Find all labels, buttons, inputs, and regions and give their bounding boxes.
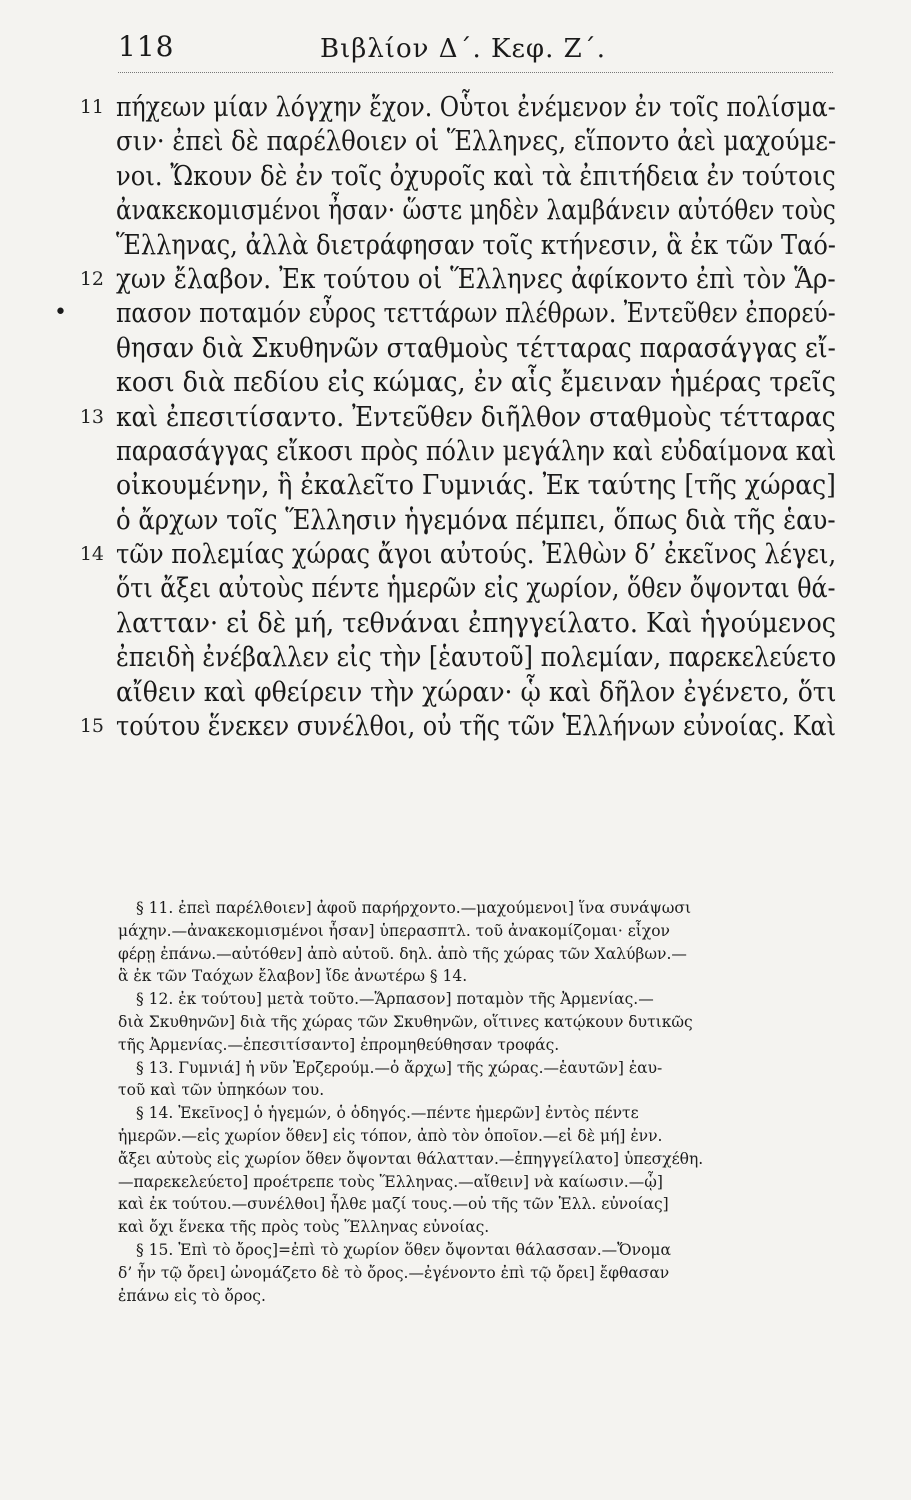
line-text: αἴθειν καὶ φθείρειν τὴν χώραν· ᾧ καὶ δῆλον ἐγένετο, ὅτι [116, 675, 837, 708]
line-text: λατταν· εἰ δὲ μή, τεθνάναι ἐπηγγείλατο. Καὶ ἡγούμενος [116, 606, 837, 639]
header-rule [118, 72, 833, 73]
footnote-line: ἄξει αὐτοὺς εἰς χωρίον ὅθεν ὄψονται θάλατταν.—ἐπηγγείλατο] ὑπεσχέθη. [118, 1149, 704, 1168]
text-line [79, 709, 836, 743]
section-number: 13 [79, 405, 104, 428]
footnote-line: τοῦ καὶ τῶν ὑπηκόων του. [118, 1081, 325, 1100]
line-text: νοι. Ὤκουν δὲ ἐν τοῖς ὀχυροῖς καὶ τὰ ἐπιτήδεια ἐν τούτοις [116, 159, 836, 192]
footnote-line: § 13. Γυμνιά] ἡ νῦν Ἐρζερούμ.—ὁ ἄρχω] τῆς χώρας.—ἑαυτῶν] ἑαυ- [136, 1058, 663, 1077]
text-line [116, 675, 836, 709]
footnote-line: καὶ ἐκ τούτου.—συνέλθοι] ἦλθε μαζί τους.—οὐ τῆς τῶν Ἑλλ. εὐνοίας] [118, 1195, 669, 1214]
text-line [79, 90, 836, 124]
text-line [79, 537, 837, 571]
text-line [54, 296, 836, 330]
section-number: 14 [79, 543, 104, 566]
line-text: σιν· ἐπεὶ δὲ παρέλθοιεν οἱ Ἕλληνες, εἵποντο ἀεὶ μαχούμε- [116, 125, 837, 158]
line-text: ὅτι ἄξει αὐτοὺς πέντε ἡμερῶν εἰς χωρίον, ὅθεν ὄψονται θά- [116, 572, 836, 605]
text-line [116, 159, 836, 193]
footnote-line: —παρεκελεύετο] προέτρεπε τοὺς Ἕλληνας.—αἴθειν] νὰ καίωσιν.—ᾧ] [118, 1172, 663, 1191]
text-line [116, 365, 836, 399]
main-text [54, 90, 837, 743]
line-text: τούτου ἕνεκεν συνέλθοι, οὐ τῆς τῶν Ἑλλήνων εὐνοίας. Καὶ [116, 710, 836, 743]
footnote-line: καὶ ὄχι ἕνεκα τῆς πρὸς τοὺς Ἕλληνας εὐνοίας. [118, 1218, 490, 1237]
line-text: θησαν διὰ Σκυθηνῶν σταθμοὺς τέτταρας παρασάγγας εἴ- [116, 331, 836, 364]
footnote-line: § 14. Ἐκεῖνος] ὁ ἡγεμών, ὁ ὁδηγός.—πέντε ἡμερῶν] ἐντὸς πέντε [136, 1104, 639, 1123]
running-title: Βιβλίον Δ΄. Κεφ. Ζ΄. [320, 34, 606, 64]
text-line [116, 331, 836, 365]
footnote-line: § 11. ἐπεὶ παρέλθοιεν] ἀφοῦ παρήρχοντο.—μαχούμενοι] ἵνα συνάψωσι [136, 899, 692, 917]
text-line [116, 468, 836, 502]
text-line [116, 503, 836, 537]
line-text: κοσι διὰ πεδίου εἰς κώμας, ἐν αἷς ἔμειναν ἡμέρας τρεῖς [116, 366, 836, 399]
footnote-line: § 15. Ἐπὶ τὸ ὄρος]=ἐπὶ τὸ χωρίον ὅθεν ὄψονται θάλασσαν.—Ὄνομα [136, 1240, 671, 1259]
footnote-line: § 12. ἐκ τούτου] μετὰ τοῦτο.—Ἅρπασον] ποταμὸν τῆς Ἀρμενίας.— [136, 990, 654, 1009]
line-text: χων ἔλαβον. Ἐκ τούτου οἱ Ἕλληνες ἀφίκοντο ἐπὶ τὸν Ἅρ- [116, 262, 836, 295]
line-text: πασον ποταμόν εὖρος τεττάρων πλέθρων. Ἐντεῦθεν ἐπορεύ- [116, 297, 836, 330]
footnote-line: φέρῃ ἐπάνω.—αὐτόθεν] ἀπὸ αὐτοῦ. δηλ. ἀπὸ τῆς χώρας τῶν Χαλύβων.— [118, 944, 687, 963]
text-line [116, 228, 836, 262]
line-text: καὶ ἐπεσιτίσαντο. Ἐντεῦθεν διῆλθον σταθμοὺς τέτταρας [116, 400, 836, 433]
text-line [116, 640, 836, 674]
footnote-line: ἐπάνω εἰς τὸ ὄρος. [118, 1286, 266, 1305]
text-line [79, 262, 836, 296]
margin-mark: • [54, 300, 67, 326]
footnote-line: τῆς Ἀρμενίας.—ἐπεσιτίσαντο] ἐπρομηθεύθησαν τροφάς. [118, 1035, 560, 1054]
text-line [116, 193, 836, 227]
line-text: ἐπειδὴ ἐνέβαλλεν εἰς τὴν [ἑαυτοῦ] πολεμίαν, παρεκελεύετο [116, 641, 837, 674]
section-number: 12 [79, 267, 104, 290]
page-number: 118 [118, 30, 175, 63]
text-line [116, 434, 836, 468]
footnote-line: μάχην.—ἀνακεκομισμένοι ἦσαν] ὑπερασπτλ. τοῦ ἀνακομίζομαι· εἶχον [118, 921, 670, 940]
footnote-line: δ’ ἦν τῷ ὄρει] ὠνομάζετο δὲ τὸ ὄρος.—ἐγένοντο ἐπὶ τῷ ὄρει] ἔφθασαν [118, 1263, 670, 1282]
line-text: οἰκουμένην, ἣ ἐκαλεῖτο Γυμνιάς. Ἐκ ταύτης [τῆς χώρας] [116, 469, 836, 502]
text-line [116, 124, 836, 158]
footnote-line: ἃ ἐκ τῶν Ταόχων ἔλαβον] ἴδε ἀνωτέρω § 14. [118, 967, 468, 986]
line-text: ὁ ἄρχων τοῖς Ἕλλησιν ἡγεμόνα πέμπει, ὅπως διὰ τῆς ἑαυ- [116, 503, 836, 536]
footnote-line: διὰ Σκυθηνῶν] διὰ τῆς χώρας τῶν Σκυθηνῶν, οἵτινες κατῴκουν δυτικῶς [118, 1012, 693, 1031]
text-line [116, 606, 836, 640]
footnotes [118, 897, 833, 1307]
page-header [110, 28, 840, 72]
text-line [116, 571, 836, 605]
line-text: παρασάγγας εἴκοσι πρὸς πόλιν μεγάλην καὶ εὐδαίμονα καὶ [116, 434, 837, 467]
section-number: 11 [79, 96, 104, 118]
line-text: τῶν πολεμίας χώρας ἄγοι αὐτούς. Ἐλθὼν δ’ ἐκεῖνος λέγει, [116, 538, 837, 571]
line-text: πήχεων μίαν λόγχην ἔχον. Οὗτοι ἐνέμενον ἐν τοῖς πολίσμα- [116, 91, 836, 123]
line-text: ἀνακεκομισμένοι ἦσαν· ὥστε μηδὲν λαμβάνειν αὐτόθεν τοὺς [116, 194, 836, 227]
text-line [79, 400, 836, 434]
footnote-line: ἡμερῶν.—εἰς χωρίον ὅθεν] εἰς τόπον, ἀπὸ τὸν ὁποῖον.—εἰ δὲ μή] ἐνν. [118, 1126, 663, 1145]
line-text: Ἕλληνας, ἀλλὰ διετράφησαν τοῖς κτήνεσιν, ἃ ἐκ τῶν Ταό- [116, 228, 836, 261]
section-number: 15 [79, 715, 104, 738]
